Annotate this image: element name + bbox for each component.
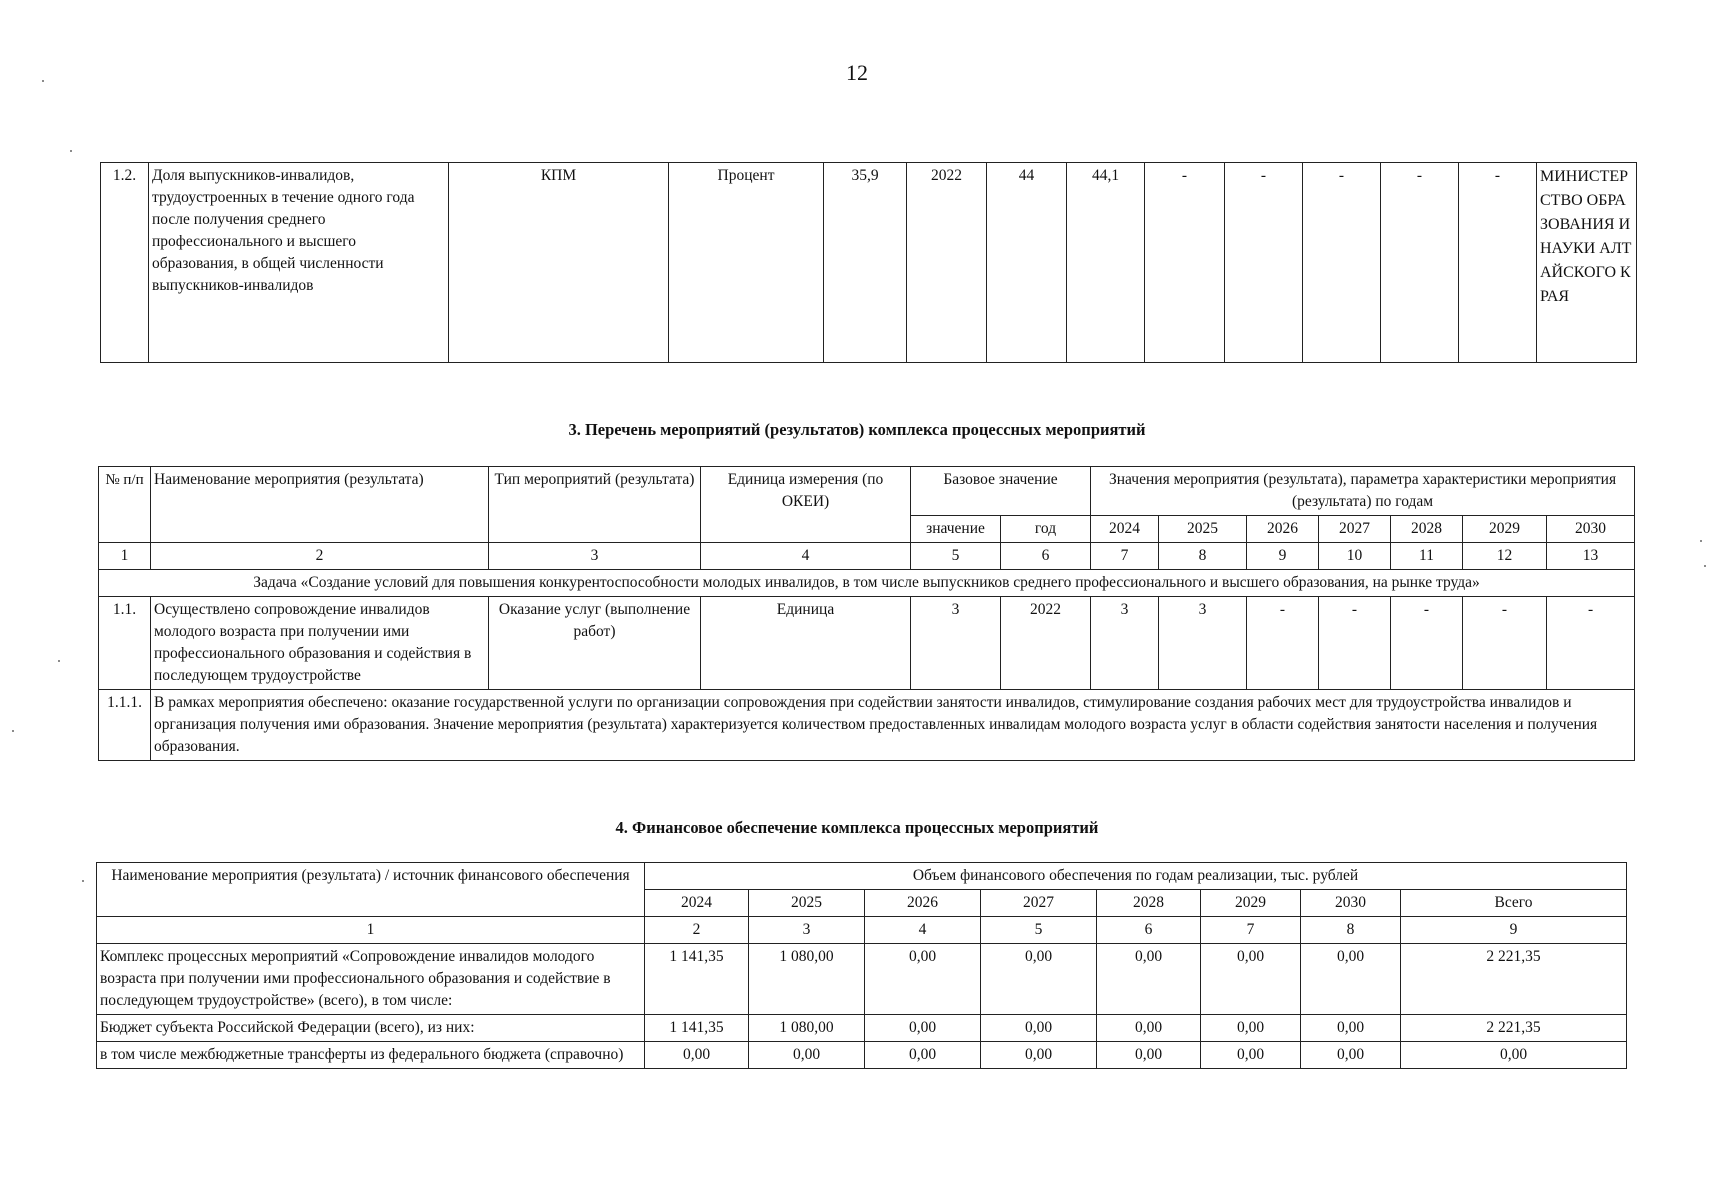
scan-speck — [1700, 540, 1702, 542]
source-name: в том числе межбюджетные трансферты из федерального бюджета (справочно) — [97, 1042, 645, 1069]
header-base: Базовое значение — [911, 467, 1091, 516]
column-numbers-row — [99, 543, 1635, 570]
table-row — [99, 597, 1635, 690]
row-number: 1.1.1. — [99, 690, 151, 761]
section-3-title: 3. Перечень мероприятий (результатов) комплекса процессных мероприятий — [568, 420, 1146, 439]
year-amount: 0,00 — [749, 1042, 865, 1069]
column-number: 3 — [489, 543, 701, 570]
year-value: - — [1319, 597, 1391, 690]
header-num: № п/п — [99, 467, 151, 543]
header-year: 2027 — [1319, 516, 1391, 543]
header-source-name: Наименование мероприятия (результата) / источник финансового обеспечения — [97, 863, 645, 917]
year-amount: 0,00 — [865, 1042, 981, 1069]
column-number: 6 — [1001, 543, 1091, 570]
year-value: - — [1547, 597, 1635, 690]
column-number: 5 — [981, 917, 1097, 944]
header-year: 2024 — [1091, 516, 1159, 543]
column-number: 11 — [1391, 543, 1463, 570]
header-year: 2025 — [749, 890, 865, 917]
year-amount: 1 141,35 — [645, 944, 749, 1015]
year-amount: 0,00 — [981, 1015, 1097, 1042]
header-values: Значения мероприятия (результата), параметра характеристики мероприятия (результата) по годам — [1091, 467, 1635, 516]
header-year: 2026 — [865, 890, 981, 917]
header-year: 2029 — [1463, 516, 1547, 543]
page-number: 12 — [846, 60, 868, 85]
header-unit: Единица измерения (по ОКЕИ) — [701, 467, 911, 543]
task-row — [99, 570, 1635, 597]
header-year: 2028 — [1391, 516, 1463, 543]
year-amount: 0,00 — [1201, 1042, 1301, 1069]
header-type: Тип мероприятий (результата) — [489, 467, 701, 543]
column-number: 3 — [749, 917, 865, 944]
year-amount: 0,00 — [865, 1015, 981, 1042]
column-number: 6 — [1097, 917, 1201, 944]
year-value: - — [1247, 597, 1319, 690]
value-2028: - — [1303, 163, 1381, 363]
measures-table — [98, 466, 1635, 761]
value-2024: 44 — [987, 163, 1067, 363]
indicator-type: КПМ — [449, 163, 669, 363]
scan-speck — [58, 660, 60, 662]
scan-speck — [82, 880, 84, 882]
header-total: Всего — [1401, 890, 1627, 917]
year-amount: 0,00 — [1097, 1042, 1201, 1069]
header-name: Наименование мероприятия (результата) — [151, 467, 489, 543]
year-value: 3 — [1091, 597, 1159, 690]
column-number: 9 — [1401, 917, 1627, 944]
column-number: 1 — [99, 543, 151, 570]
measure-type: Оказание услуг (выполнение работ) — [489, 597, 701, 690]
table-row — [97, 1015, 1627, 1042]
year-amount: 0,00 — [1201, 1015, 1301, 1042]
header-year: 2029 — [1201, 890, 1301, 917]
header-year: 2030 — [1547, 516, 1635, 543]
measure-name: Осуществлено сопровождение инвалидов молодого возраста при получении ими профессионального образования и содействия в последующем трудоустройстве — [151, 597, 489, 690]
column-number: 8 — [1159, 543, 1247, 570]
total-amount: 0,00 — [1401, 1042, 1627, 1069]
column-numbers-row — [97, 917, 1627, 944]
column-number: 9 — [1247, 543, 1319, 570]
base-value: 3 — [911, 597, 1001, 690]
source-name: Бюджет субъекта Российской Федерации (всего), из них: — [97, 1015, 645, 1042]
total-amount: 2 221,35 — [1401, 944, 1627, 1015]
value-2029: - — [1381, 163, 1459, 363]
year-amount: 0,00 — [1301, 1015, 1401, 1042]
indicator-name: Доля выпускников-инвалидов, трудоустроенных в течение одного года после получения среднего профессионального и высшего образования, в общей численности выпускников-инвалидов — [149, 163, 449, 363]
scan-speck — [70, 150, 72, 152]
indicator-table — [100, 162, 1637, 363]
column-number: 13 — [1547, 543, 1635, 570]
year-value: - — [1391, 597, 1463, 690]
year-amount: 0,00 — [981, 944, 1097, 1015]
column-number: 5 — [911, 543, 1001, 570]
header-volume: Объем финансового обеспечения по годам реализации, тыс. рублей — [645, 863, 1627, 890]
header-base-year: год — [1001, 516, 1091, 543]
year-amount: 0,00 — [645, 1042, 749, 1069]
header-year: 2030 — [1301, 890, 1401, 917]
scan-speck — [12, 730, 14, 732]
source-name: Комплекс процессных мероприятий «Сопровождение инвалидов молодого возраста при получении ими профессионального образования и содействие в последующем трудоустройстве» (всего), в том числе: — [97, 944, 645, 1015]
scan-speck — [42, 80, 44, 82]
year-amount: 0,00 — [865, 944, 981, 1015]
year-amount: 1 080,00 — [749, 1015, 865, 1042]
total-amount: 2 221,35 — [1401, 1015, 1627, 1042]
year-amount: 0,00 — [981, 1042, 1097, 1069]
header-year: 2027 — [981, 890, 1097, 917]
year-amount: 0,00 — [1301, 1042, 1401, 1069]
header-year: 2024 — [645, 890, 749, 917]
value-2026: - — [1145, 163, 1225, 363]
column-number: 10 — [1319, 543, 1391, 570]
header-base-value: значение — [911, 516, 1001, 543]
column-number: 8 — [1301, 917, 1401, 944]
value-2027: - — [1225, 163, 1303, 363]
responsible: МИНИСТЕРСТВО ОБРАЗОВАНИЯ И НАУКИ АЛТАЙСКОГО КРАЯ — [1537, 163, 1637, 363]
column-number: 1 — [97, 917, 645, 944]
header-year: 2028 — [1097, 890, 1201, 917]
row-number: 1.1. — [99, 597, 151, 690]
table-row — [97, 944, 1627, 1015]
table-row — [97, 1042, 1627, 1069]
year-amount: 0,00 — [1097, 1015, 1201, 1042]
base-year: 2022 — [907, 163, 987, 363]
row-number: 1.2. — [101, 163, 149, 363]
table-row — [101, 163, 1637, 363]
finance-table — [96, 862, 1627, 1069]
column-number: 2 — [645, 917, 749, 944]
header-year: 2026 — [1247, 516, 1319, 543]
column-number: 7 — [1091, 543, 1159, 570]
task-text: Задача «Создание условий для повышения конкурентоспособности молодых инвалидов, в том числе выпускников среднего профессионального и высшего образования, на рынке труда» — [99, 570, 1635, 597]
year-value: - — [1463, 597, 1547, 690]
column-number: 4 — [865, 917, 981, 944]
year-value: 3 — [1159, 597, 1247, 690]
year-amount: 0,00 — [1201, 944, 1301, 1015]
column-number: 4 — [701, 543, 911, 570]
indicator-unit: Процент — [669, 163, 824, 363]
value-2030: - — [1459, 163, 1537, 363]
year-amount: 1 080,00 — [749, 944, 865, 1015]
year-amount: 1 141,35 — [645, 1015, 749, 1042]
column-number: 2 — [151, 543, 489, 570]
year-amount: 0,00 — [1097, 944, 1201, 1015]
table-row — [99, 690, 1635, 761]
base-value: 35,9 — [824, 163, 907, 363]
measure-description: В рамках мероприятия обеспечено: оказание государственной услуги по организации сопровождения при содействии занятости инвалидов, стимулирование создания рабочих мест для трудоустройства инвалидов и организация получения ими образования. Значение мероприятия (результата) характеризуется количеством предоставленных инвалидам молодого возраста услуг в области содействия занятости населения и получения образования. — [151, 690, 1635, 761]
scan-speck — [1704, 565, 1706, 567]
base-year: 2022 — [1001, 597, 1091, 690]
column-number: 7 — [1201, 917, 1301, 944]
measure-unit: Единица — [701, 597, 911, 690]
section-4-title: 4. Финансовое обеспечение комплекса процессных мероприятий — [615, 818, 1099, 837]
column-number: 12 — [1463, 543, 1547, 570]
header-year: 2025 — [1159, 516, 1247, 543]
value-2025: 44,1 — [1067, 163, 1145, 363]
year-amount: 0,00 — [1301, 944, 1401, 1015]
